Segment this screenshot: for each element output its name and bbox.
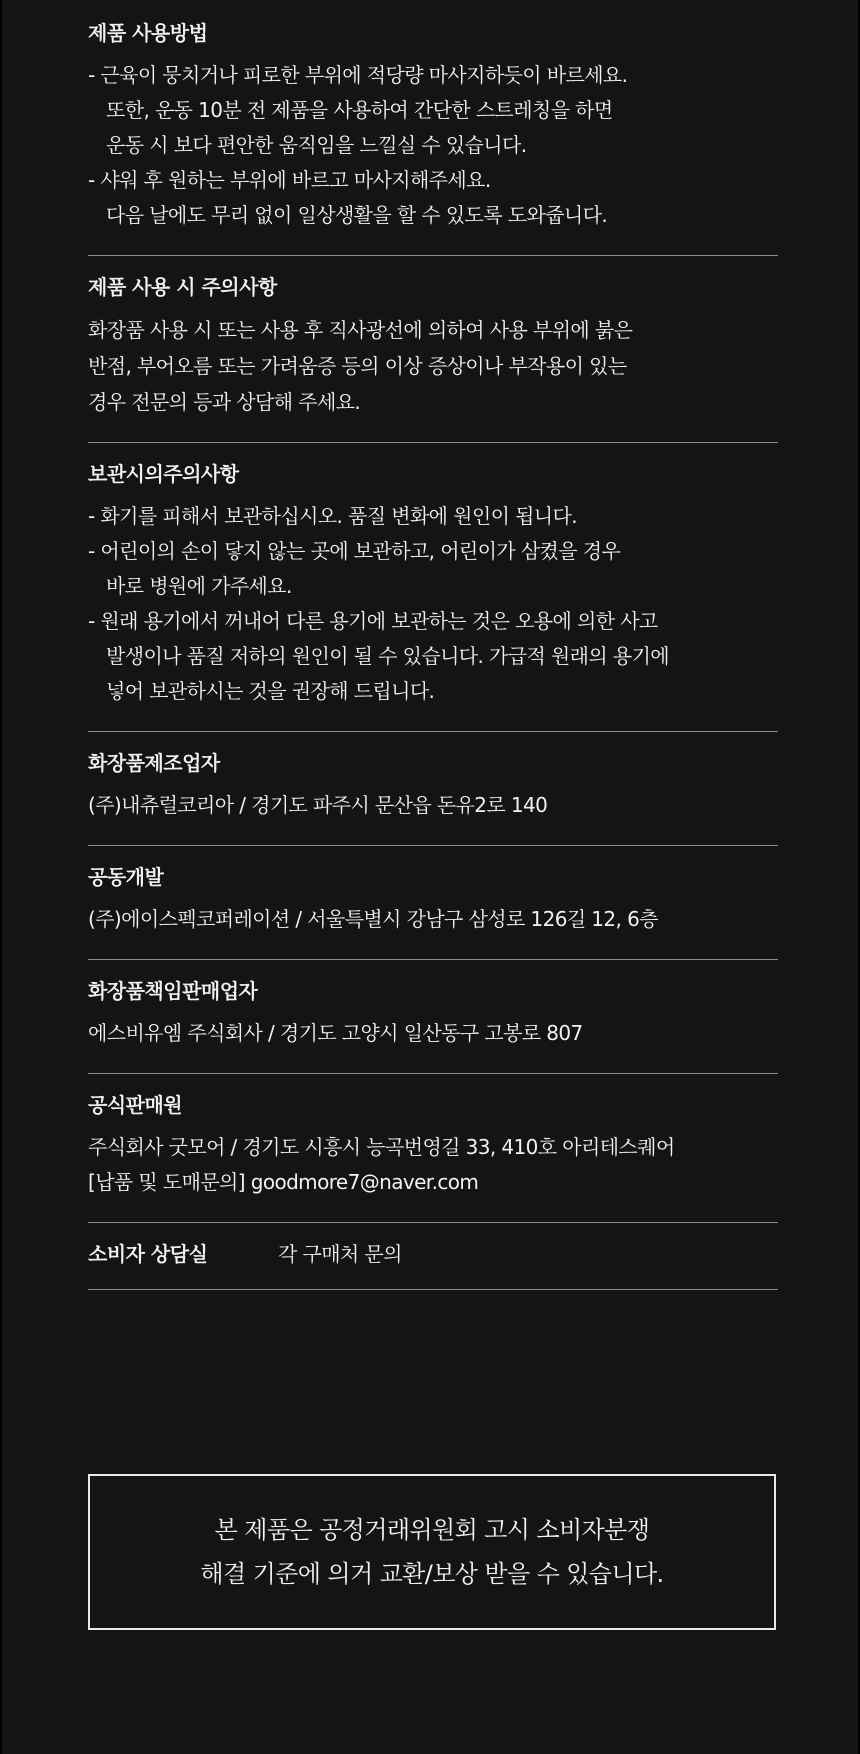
storage-line: - 어린이의 손이 닿지 않는 곳에 보관하고, 어린이가 삼켰을 경우 <box>88 539 621 563</box>
caution-line: 반점, 부어오름 또는 가려움증 등의 이상 증상이나 부작용이 있는 <box>88 354 627 378</box>
dispute-notice-box <box>88 1474 776 1630</box>
codev-title: 공동개발 <box>88 865 164 889</box>
official-seller-line: [납품 및 도매문의] goodmore7@naver.com <box>88 1170 479 1194</box>
caution-line: 경우 전문의 등과 상담해 주세요. <box>88 390 361 414</box>
storage-line: - 원래 용기에서 꺼내어 다른 용기에 보관하는 것은 오용에 의한 사고 <box>88 609 658 633</box>
usage-line: - 샤워 후 원하는 부위에 바르고 마사지해주세요. <box>88 168 491 192</box>
storage-line: 발생이나 품질 저하의 원인이 될 수 있습니다. 가급적 원래의 용기에 <box>106 644 670 668</box>
consult-section <box>88 1223 778 1290</box>
official-seller-section <box>88 1074 778 1223</box>
storage-section <box>88 443 778 732</box>
seller-value: 에스비유엠 주식회사 / 경기도 고양시 일산동구 고봉로 807 <box>88 1021 583 1045</box>
storage-line: 넣어 보관하시는 것을 권장해 드립니다. <box>106 679 435 703</box>
official-seller-line: 주식회사 굿모어 / 경기도 시흥시 능곡번영길 33, 410호 아리테스퀘어 <box>88 1135 675 1159</box>
usage-line: 다음 날에도 무리 없이 일상생활을 할 수 있도록 도와줍니다. <box>106 203 608 227</box>
consult-row <box>88 1241 778 1267</box>
notice-line: 본 제품은 공정거래위원회 고시 소비자분쟁 <box>214 1516 650 1544</box>
info-content <box>88 0 778 1290</box>
caution-line: 화장품 사용 시 또는 사용 후 직사광선에 의하여 사용 부위에 붉은 <box>88 318 633 342</box>
storage-list <box>88 499 778 709</box>
seller-title: 화장품책임판매업자 <box>88 979 258 1003</box>
usage-line: 운동 시 보다 편안한 움직임을 느낄실 수 있습니다. <box>106 133 527 157</box>
manufacturer-value: (주)내츄럴코리아 / 경기도 파주시 문산읍 돈유2로 140 <box>88 793 548 817</box>
official-seller-title: 공식판매원 <box>88 1093 183 1117</box>
codev-value: (주)에이스펙코퍼레이션 / 서울특별시 강남구 삼성로 126길 12, 6층 <box>88 907 658 931</box>
caution-section <box>88 256 778 443</box>
usage-title: 제품 사용방법 <box>88 21 208 45</box>
left-border <box>0 0 2 1754</box>
caution-text <box>88 312 778 420</box>
storage-line: - 화기를 피해서 보관하십시오. 품질 변화에 원인이 됩니다. <box>88 504 577 528</box>
manufacturer-section <box>88 732 778 846</box>
manufacturer-title: 화장품제조업자 <box>88 751 220 775</box>
notice-line: 해결 기준에 의거 교환/보상 받을 수 있습니다. <box>200 1560 664 1588</box>
usage-line: - 근육이 뭉치거나 피로한 부위에 적당량 마사지하듯이 바르세요. <box>88 63 628 87</box>
storage-line: 바로 병원에 가주세요. <box>106 574 292 598</box>
usage-line: 또한, 운동 10분 전 제품을 사용하여 간단한 스트레칭을 하면 <box>106 98 613 122</box>
codev-section <box>88 846 778 960</box>
usage-list <box>88 58 778 233</box>
usage-section <box>88 0 778 256</box>
storage-title: 보관시의주의사항 <box>88 462 239 486</box>
caution-title: 제품 사용 시 주의사항 <box>88 275 277 299</box>
consult-value: 각 구매처 문의 <box>278 1242 402 1266</box>
consult-title: 소비자 상담실 <box>88 1242 208 1266</box>
seller-section <box>88 960 778 1074</box>
